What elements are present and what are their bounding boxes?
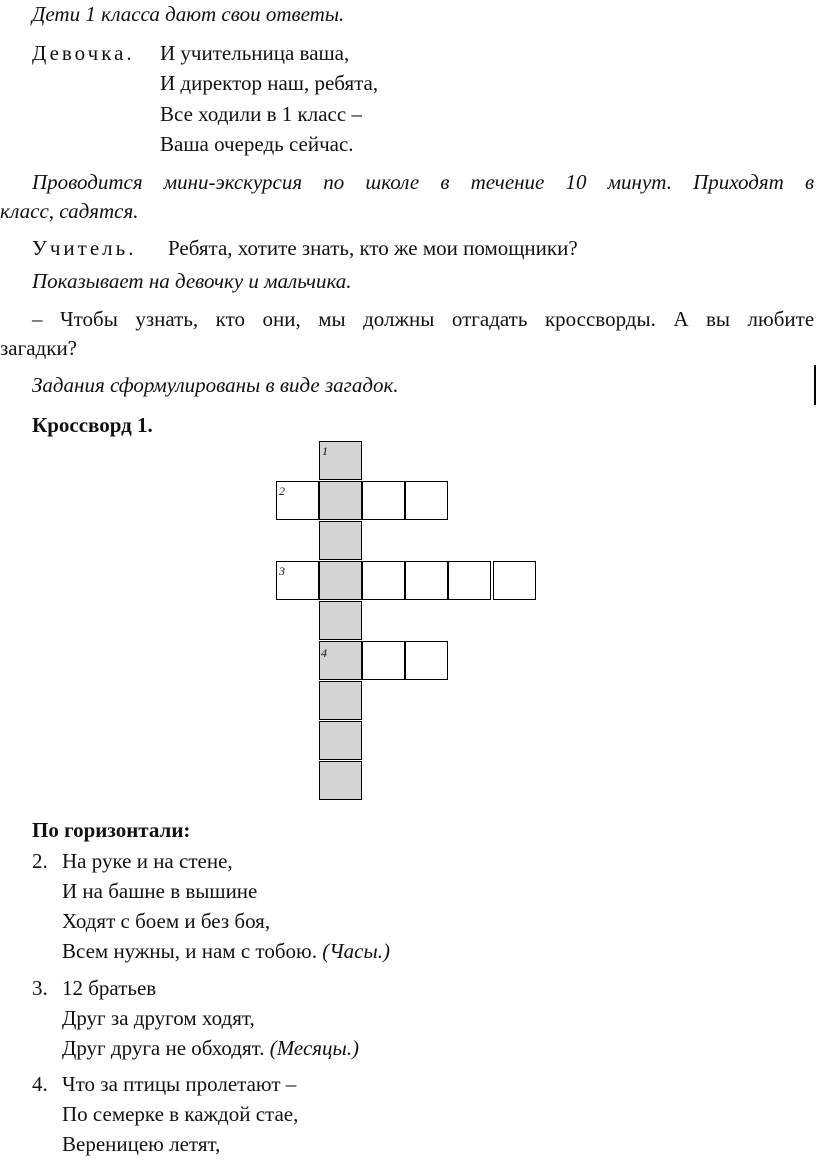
excursion-line-1: Проводится мини-экскурсия по школе в течение 10 минут. Приходят в [32, 170, 815, 194]
clue-3-answer: (Месяцы.) [269, 1036, 360, 1060]
girl-line-1: И учительница ваша, [160, 41, 350, 65]
clue-4-number: 4. [32, 1072, 48, 1096]
clue-3-line-3: Друг друга не обходят. (Месяцы.) [62, 1036, 360, 1060]
crossword-cell[interactable] [319, 601, 362, 640]
crossword-cell[interactable] [362, 641, 405, 680]
teacher-text: Ребята, хотите знать, кто же мои помощники? [168, 236, 578, 260]
clue-2-line-3: Ходят с боем и без боя, [62, 909, 271, 933]
crossword-cell[interactable] [319, 561, 362, 600]
crossword-cell[interactable] [319, 761, 362, 800]
clue-3-number: 3. [32, 976, 48, 1000]
clue-number-2: 2 [279, 484, 285, 498]
crossword-title: Кроссворд 1. [32, 413, 153, 437]
crossword-cell[interactable] [362, 481, 405, 520]
clue-3-line-1: 12 братьев [62, 976, 157, 1000]
crossword-cell[interactable] [276, 481, 319, 520]
girl-speaker: Девочка. [32, 41, 135, 65]
clue-number-3: 3 [279, 564, 285, 578]
clue-4-line-1: Что за птицы пролетают – [62, 1072, 297, 1096]
crossword-cell[interactable] [319, 681, 362, 720]
crossword-cell[interactable] [319, 481, 362, 520]
crossword-cell[interactable] [319, 441, 362, 480]
clue-2-number: 2. [32, 849, 48, 873]
clue-4-line-2: По семерке в каждой стае, [62, 1102, 299, 1126]
shows-text: Показывает на девочку и мальчика. [32, 269, 352, 293]
clue-3-line-2: Друг за другом ходят, [62, 1006, 255, 1030]
crossword-cell[interactable] [405, 481, 448, 520]
clue-number-4: 4 [321, 646, 327, 660]
horizontal-title: По горизонтали: [32, 818, 191, 842]
girl-line-2: И директор наш, ребята, [160, 71, 379, 95]
clue-4-line-3: Вереницею летят, [62, 1132, 221, 1156]
intro-text: Дети 1 класса дают свои ответы. [32, 2, 345, 26]
clue-2-line-1: На руке и на стене, [62, 849, 233, 873]
riddles-note: Задания сформулированы в виде загадок. [32, 373, 399, 397]
girl-line-3: Все ходили в 1 класс – [160, 102, 362, 126]
crossword-cell[interactable] [405, 641, 448, 680]
crossword-cell[interactable] [276, 561, 319, 600]
crossword-cell[interactable] [319, 721, 362, 760]
question-line-1: – Чтобы узнать, кто они, мы должны отгадать кроссворды. А вы любите [32, 307, 815, 331]
crossword-cell[interactable] [448, 561, 491, 600]
clue-2-answer: (Часы.) [322, 939, 390, 963]
crossword-cell[interactable] [493, 561, 536, 600]
clue-2-line-2: И на башне в вышине [62, 879, 258, 903]
crossword-cell[interactable] [319, 521, 362, 560]
teacher-speaker: Учитель. [32, 236, 137, 260]
question-line-2: загадки? [0, 336, 77, 360]
excursion-line-2: класс, садятся. [0, 199, 139, 223]
crossword-cell[interactable] [405, 561, 448, 600]
crossword-cell[interactable] [362, 561, 405, 600]
clue-number-1: 1 [322, 444, 328, 458]
clue-2-line-4: Всем нужны, и нам с тобою. (Часы.) [62, 939, 390, 963]
girl-line-4: Ваша очередь сейчас. [160, 132, 354, 156]
